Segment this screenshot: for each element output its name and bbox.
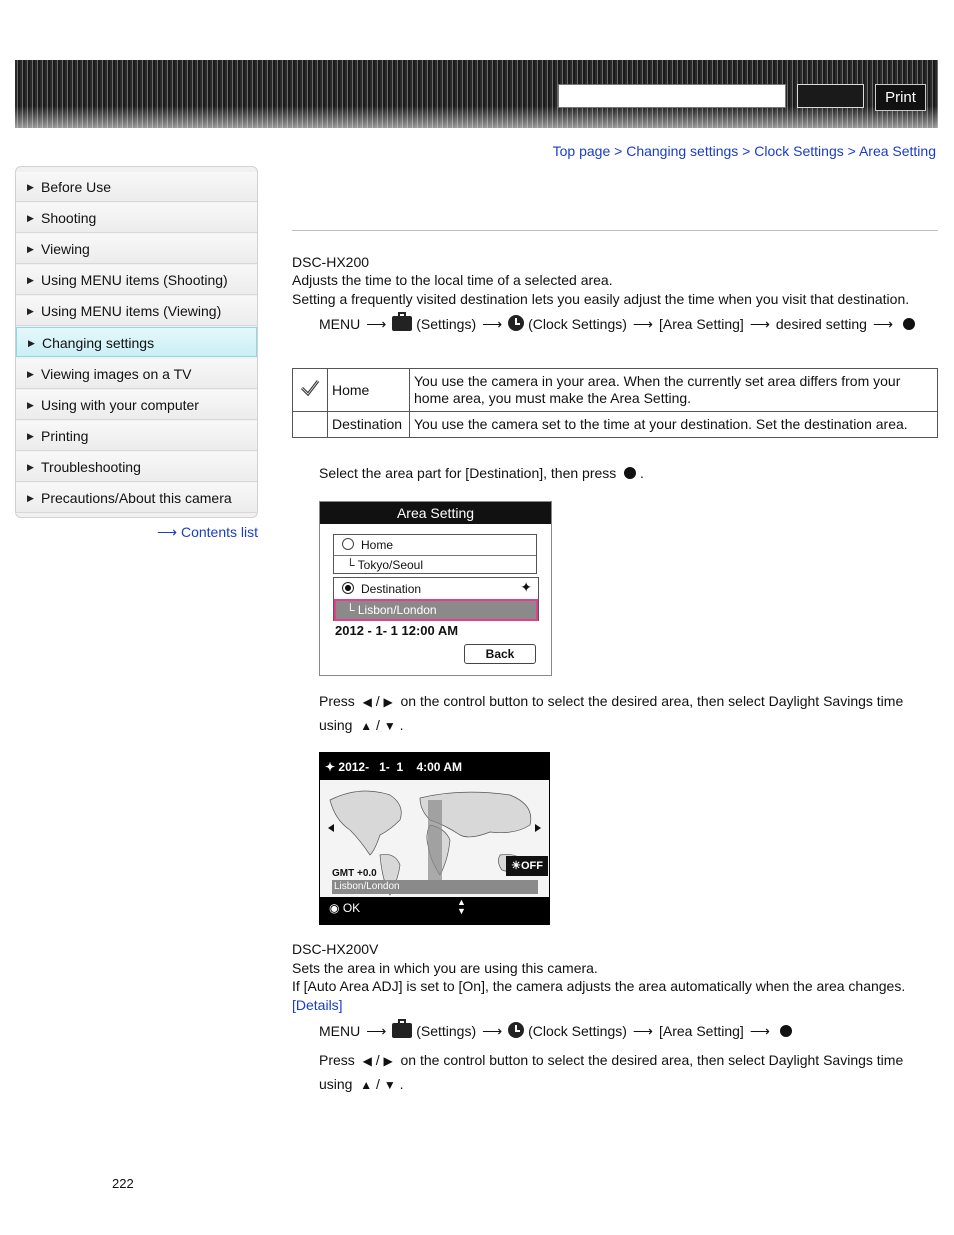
tree-icon: └ [346, 603, 355, 617]
up-arrow-icon: ▲ [360, 719, 373, 733]
step-text: . [399, 717, 404, 733]
dst-label: OFF [520, 860, 543, 872]
arrow-right-icon: ▶ [27, 493, 34, 503]
sidebar-nav [15, 166, 258, 518]
step-hx200v [319, 1051, 903, 1071]
step-2 [319, 692, 903, 712]
breadcrumb-separator: > [847, 143, 856, 159]
sidebar-item-label: Before Use [41, 179, 112, 195]
area-setting-label: [Area Setting] [658, 316, 744, 332]
arrow-right-icon: ▶ [27, 182, 34, 192]
ok-label: OK [342, 901, 361, 915]
arrow-right-icon: ⟶ [749, 1023, 770, 1039]
gmt-label: GMT +0.0 [332, 868, 377, 879]
arrow-right-icon: ▶ [27, 244, 34, 254]
sidebar-item-label: Changing settings [42, 335, 155, 351]
check-icon [300, 378, 320, 398]
step-text: Select the area part for [Destination], then press [319, 465, 617, 481]
home-city [346, 558, 423, 572]
traveler-icon: ✦ [520, 579, 532, 595]
step-text: / [375, 693, 380, 709]
step-1 [319, 464, 644, 483]
arrow-right-icon: ⟶ [366, 316, 387, 332]
down-arrow-icon: ▼ [383, 1078, 396, 1092]
arrow-right-icon: ▶ [27, 400, 34, 410]
menu-label: MENU [319, 1023, 361, 1039]
step-text: / [376, 1076, 380, 1092]
center-button-icon: ◉ [329, 901, 340, 915]
sidebar-item-precautions[interactable] [16, 483, 257, 513]
traveler-icon: ✦ [325, 760, 336, 774]
tree-icon: └ [346, 558, 355, 572]
sidebar-item-label: Shooting [41, 210, 97, 226]
arrow-right-icon: ▶ [27, 306, 34, 316]
arrow-right-icon: ▶ [27, 369, 34, 379]
check-cell [293, 412, 328, 438]
arrow-link-icon: ⟶ [157, 524, 178, 540]
desired-setting-label: desired setting [775, 316, 867, 332]
map-datetime [325, 760, 462, 774]
destination-city-selected [334, 599, 538, 621]
page-number: 222 [112, 1176, 134, 1191]
left-arrow-icon: ◀ [362, 695, 372, 709]
arrow-right-icon: ▶ [27, 213, 34, 223]
city-bar: Lisbon/London [332, 880, 538, 894]
contents-list-link[interactable] [157, 524, 258, 541]
step-text: . [639, 465, 644, 481]
divider [334, 555, 536, 556]
screen-title: Area Setting [320, 502, 551, 524]
step-text: / [375, 1052, 380, 1068]
menu-label: MENU [319, 316, 361, 332]
table-row [293, 369, 938, 412]
sidebar-item-printing[interactable] [16, 421, 257, 451]
breadcrumb-separator: > [614, 143, 623, 159]
breadcrumb [553, 143, 936, 159]
arrow-right-icon: ▶ [27, 462, 34, 472]
step-2-cont [319, 716, 403, 736]
option-name: Home [328, 369, 410, 412]
sidebar-item-menu-shooting[interactable] [16, 265, 257, 295]
settings-label: (Settings) [416, 316, 477, 332]
right-arrow-icon: ▶ [383, 695, 393, 709]
arrow-right-icon: ⟶ [482, 1023, 503, 1039]
arrow-right-icon: ⟶ [872, 316, 894, 332]
model-heading: DSC-HX200V [292, 941, 379, 957]
arrow-right-icon: ▶ [27, 431, 34, 441]
sidebar-item-label: Using MENU items (Shooting) [41, 272, 228, 288]
print-button[interactable]: Print [875, 84, 926, 111]
description-text: Adjusts the time to the local time of a selected area. [292, 272, 613, 288]
clock-settings-label: (Clock Settings) [528, 316, 627, 332]
sidebar-item-label: Using MENU items (Viewing) [41, 303, 222, 319]
option-name: Destination [328, 412, 410, 438]
home-label: Home [361, 538, 394, 552]
sidebar-item-changing-settings[interactable] [16, 327, 257, 357]
options-table [292, 368, 938, 438]
clock-icon [508, 315, 524, 331]
datetime-label: 2012- 1- 1 4:00 AM [338, 760, 463, 774]
search-button[interactable] [797, 84, 864, 108]
sidebar-item-computer[interactable] [16, 390, 257, 420]
description-text: Sets the area in which you are using this camera. [292, 960, 598, 976]
breadcrumb-changing-settings[interactable]: Changing settings [626, 143, 739, 159]
step-text: using [319, 717, 353, 733]
up-arrow-icon: ▲ [360, 1078, 373, 1092]
sidebar-item-viewing-tv[interactable] [16, 359, 257, 389]
sidebar-item-label: Using with your computer [41, 397, 199, 413]
step-text: Press [319, 693, 355, 709]
left-arrow-icon: ◀ [362, 1054, 372, 1068]
search-input[interactable] [558, 84, 786, 108]
arrow-right-icon: ▶ [27, 275, 34, 285]
sidebar-item-label: Viewing images on a TV [41, 366, 192, 382]
area-setting-label: [Area Setting] [658, 1023, 744, 1039]
contents-list-label: Contents list [180, 524, 259, 540]
menu-path [319, 315, 915, 334]
center-button-icon [624, 467, 636, 479]
step-text: on the control button to select the desired area, then select Daylight Savings time [400, 1052, 904, 1068]
breadcrumb-clock-settings[interactable]: Clock Settings [754, 143, 844, 159]
sidebar-item-viewing[interactable] [16, 234, 257, 264]
city-label: Tokyo/Seoul [357, 558, 424, 572]
details-link[interactable]: [Details] [292, 997, 343, 1013]
back-button: Back [464, 644, 536, 664]
breadcrumb-top-page[interactable]: Top page [552, 143, 611, 159]
sidebar-item-label: Precautions/About this camera [41, 490, 232, 506]
step-text: on the control button to select the desired area, then select Daylight Savings time [400, 693, 904, 709]
step-text: / [376, 717, 380, 733]
option-description: You use the camera set to the time at your destination. Set the destination area. [410, 412, 938, 438]
arrow-right-icon: ⟶ [632, 1023, 653, 1039]
toolbox-icon [392, 1023, 412, 1038]
clock-settings-label: (Clock Settings) [528, 1023, 627, 1039]
sidebar-item-label: Printing [41, 428, 89, 444]
radio-selected-icon [342, 582, 354, 594]
right-arrow-icon: ▶ [383, 1054, 393, 1068]
ok-indicator [329, 901, 360, 915]
destination-box [333, 577, 539, 621]
menu-path [319, 1022, 792, 1041]
sun-icon: ☀ [511, 860, 521, 872]
title-divider [292, 230, 938, 231]
world-map-screen [319, 752, 550, 925]
sidebar-item-menu-viewing[interactable] [16, 296, 257, 326]
center-button-icon [903, 318, 915, 330]
step-text: using [319, 1076, 353, 1092]
model-heading: DSC-HX200 [292, 254, 370, 270]
sidebar-item-label: Troubleshooting [41, 459, 141, 475]
table-row [293, 412, 938, 438]
step-text: . [399, 1076, 404, 1092]
radio-icon [342, 538, 354, 550]
clock-icon [508, 1022, 524, 1038]
city-label: Lisbon/London [357, 603, 437, 617]
arrow-right-icon: ⟶ [632, 316, 653, 332]
sidebar-item-troubleshooting[interactable] [16, 452, 257, 482]
world-map [320, 780, 549, 897]
center-button-icon [780, 1025, 792, 1037]
toolbox-icon [392, 316, 412, 331]
step-text: Press [319, 1052, 355, 1068]
sidebar-item-label: Viewing [41, 241, 90, 257]
area-setting-screen [319, 501, 552, 676]
step-hx200v-cont [319, 1075, 403, 1095]
check-cell [293, 369, 328, 412]
down-arrow-icon: ▼ [383, 719, 396, 733]
arrow-right-icon: ▶ [28, 338, 35, 348]
breadcrumb-separator: > [742, 143, 751, 159]
dst-indicator [506, 856, 548, 876]
settings-label: (Settings) [416, 1023, 477, 1039]
arrow-right-icon: ⟶ [482, 316, 503, 332]
description-text: If [Auto Area ADJ] is set to [On], the camera adjusts the area automatically when the area changes. [292, 978, 906, 994]
description-text: Setting a frequently visited destination lets you easily adjust the time when you visit that destination. [292, 291, 910, 307]
home-box [333, 534, 537, 574]
sidebar-item-shooting[interactable] [16, 203, 257, 233]
destination-label: Destination [361, 582, 422, 596]
arrow-right-icon: ⟶ [749, 316, 770, 332]
arrow-right-icon: ⟶ [366, 1023, 387, 1039]
screen-datetime: 2012 - 1- 1 12:00 AM [335, 623, 459, 638]
breadcrumb-area-setting[interactable]: Area Setting [858, 143, 936, 159]
sidebar-item-before-use[interactable] [16, 172, 257, 202]
option-description: You use the camera in your area. When the currently set area differs from your home area, you must make the Area Setting. [410, 369, 938, 412]
up-down-icon: ▲ ▼ [457, 897, 466, 916]
